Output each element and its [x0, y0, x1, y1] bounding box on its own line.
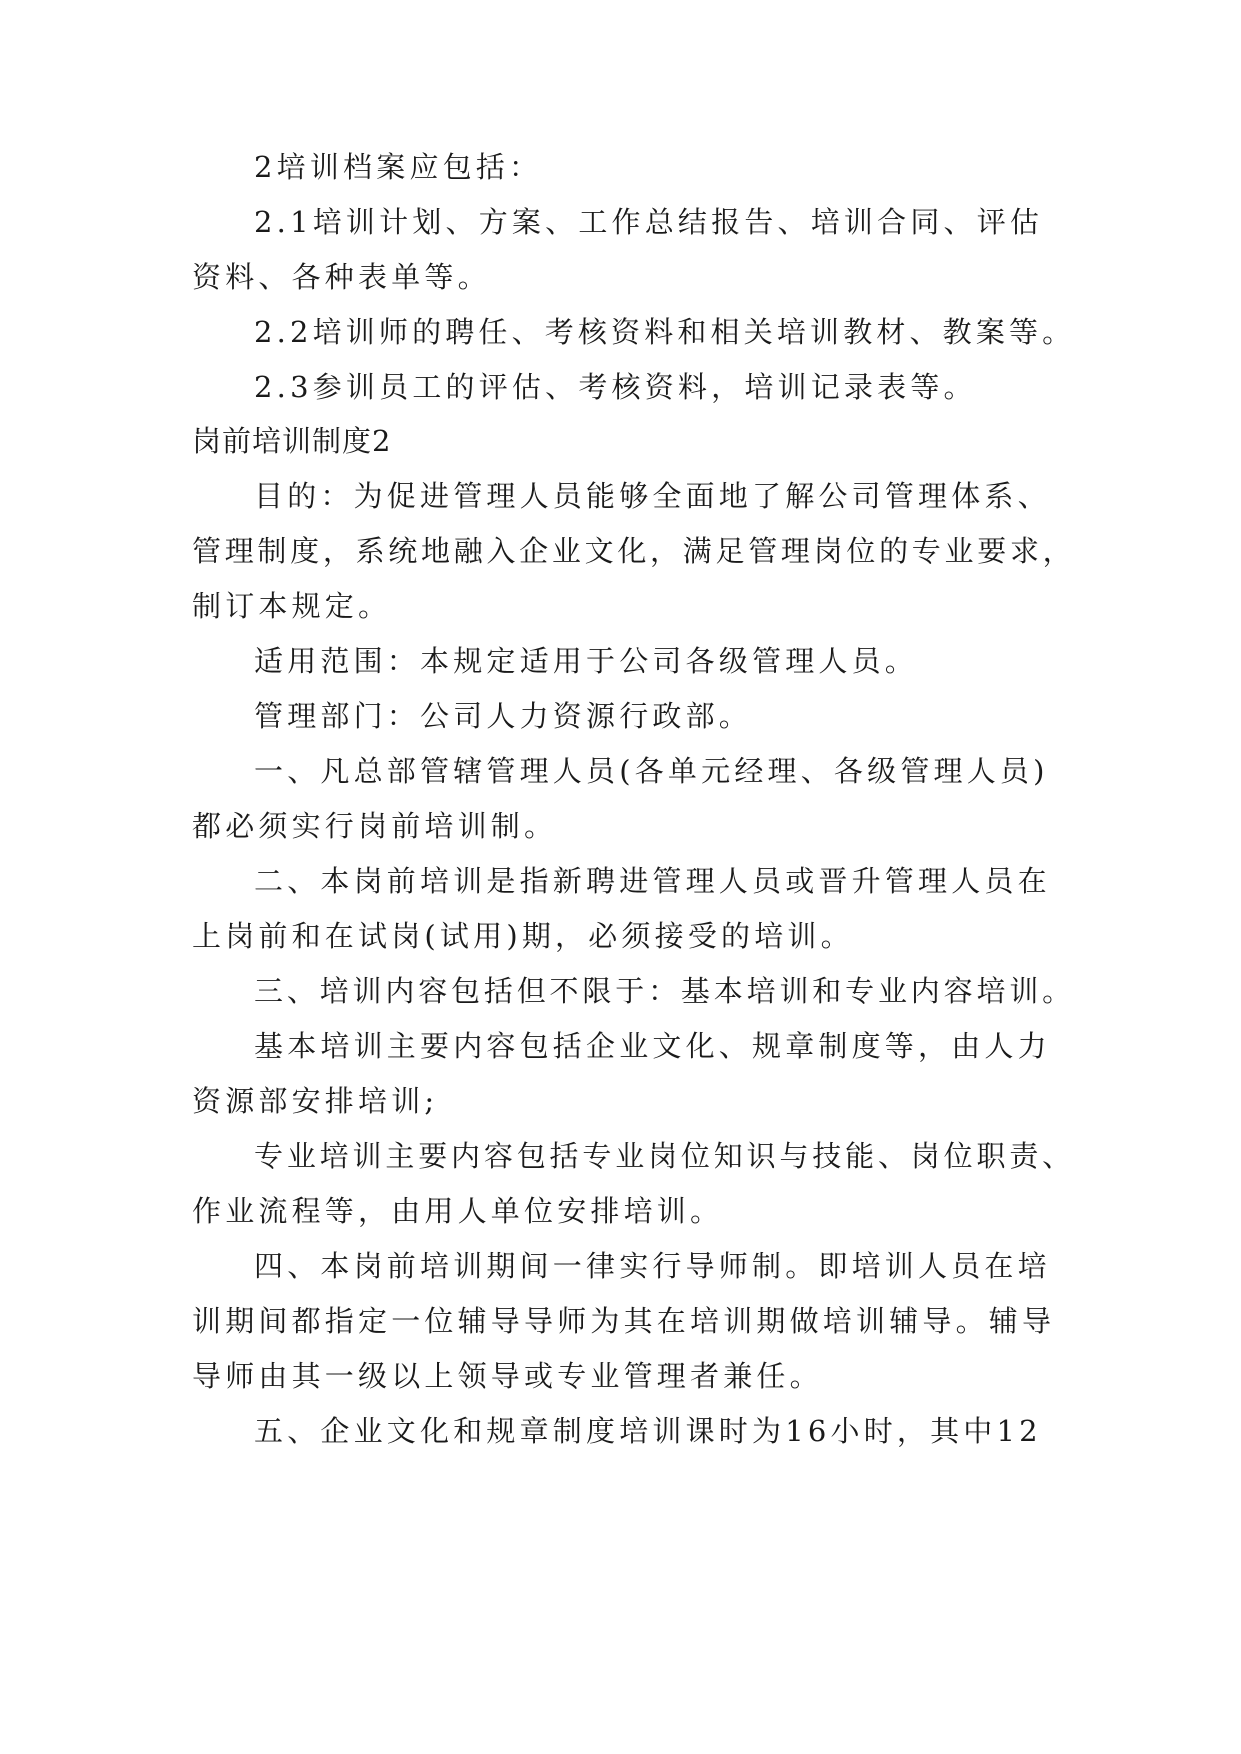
department-paragraph: 管理部门：公司人力资源行政部。 — [254, 699, 753, 733]
clause-1-line-1: 一、凡总部管辖管理人员(各单元经理、各级管理人员) — [254, 754, 1049, 788]
item-2-heading: 2培训档案应包括： — [254, 150, 543, 184]
professional-training-line-1: 专业培训主要内容包括专业岗位知识与技能、岗位职责、 — [254, 1139, 1076, 1173]
clause-1-line-2: 都必须实行岗前培训制。 — [192, 809, 558, 843]
clause-5-line-1: 五、企业文化和规章制度培训课时为16小时，其中12 — [254, 1414, 1042, 1448]
item-2-3: 2.3参训员工的评估、考核资料，培训记录表等。 — [254, 370, 977, 404]
clause-4-line-3: 导师由其一级以上领导或专业管理者兼任。 — [192, 1359, 823, 1393]
scope-paragraph: 适用范围：本规定适用于公司各级管理人员。 — [254, 644, 919, 678]
clause-4-line-1: 四、本岗前培训期间一律实行导师制。即培训人员在培 — [254, 1249, 1051, 1283]
section-title: 岗前培训制度2 — [192, 424, 392, 458]
item-2-1-line-2: 资料、各种表单等。 — [192, 260, 491, 294]
purpose-line-3: 制订本规定。 — [192, 589, 392, 623]
clause-2-line-2: 上岗前和在试岗(试用)期，必须接受的培训。 — [192, 919, 854, 953]
item-2-2: 2.2培训师的聘任、考核资料和相关培训教材、教案等。 — [254, 315, 1076, 349]
purpose-line-2: 管理制度，系统地融入企业文化，满足管理岗位的专业要求， — [192, 534, 1076, 568]
item-2-1-line-1: 2.1培训计划、方案、工作总结报告、培训合同、评估 — [254, 205, 1044, 239]
clause-2-line-1: 二、本岗前培训是指新聘进管理人员或晋升管理人员在 — [254, 864, 1051, 898]
clause-4-line-2: 训期间都指定一位辅导导师为其在培训期做培训辅导。辅导 — [192, 1304, 1056, 1338]
professional-training-line-2: 作业流程等，由用人单位安排培训。 — [192, 1194, 724, 1228]
basic-training-line-2: 资源部安排培训; — [192, 1084, 439, 1118]
purpose-line-1: 目的：为促进管理人员能够全面地了解公司管理体系、 — [254, 479, 1051, 513]
basic-training-line-1: 基本培训主要内容包括企业文化、规章制度等，由人力 — [254, 1029, 1051, 1063]
clause-3: 三、培训内容包括但不限于：基本培训和专业内容培训。 — [254, 974, 1076, 1008]
